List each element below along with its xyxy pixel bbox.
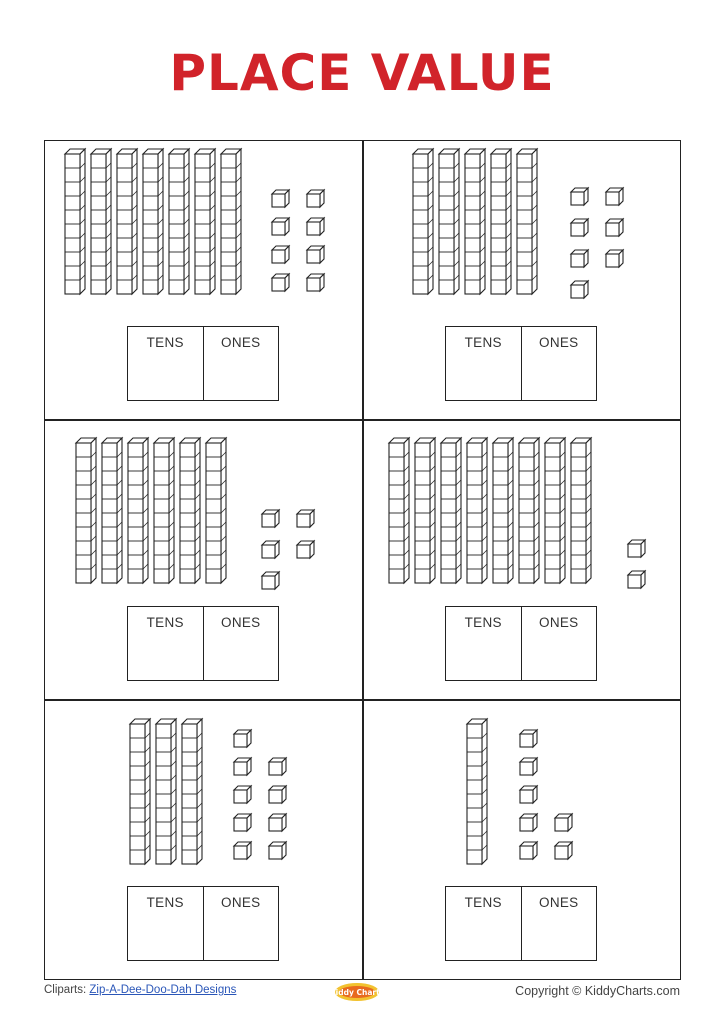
ones-label: ONES: [221, 895, 261, 910]
unit-cube: [571, 250, 588, 267]
place-value-table[interactable]: [445, 606, 597, 681]
unit-cube: [520, 730, 537, 747]
unit-cube: [297, 541, 314, 558]
ones-label: ONES: [221, 335, 261, 350]
place-value-table[interactable]: [127, 606, 279, 681]
tens-rod: [439, 149, 459, 294]
tens-rod: [91, 149, 111, 294]
ones-label: ONES: [539, 895, 579, 910]
tens-rod: [65, 149, 85, 294]
tens-rod: [102, 438, 122, 583]
tens-rod: [195, 149, 215, 294]
credits-link[interactable]: Zip-A-Dee-Doo-Dah Designs: [89, 984, 237, 996]
ones-column[interactable]: [203, 887, 279, 960]
unit-cube: [606, 219, 623, 236]
tens-label: TENS: [464, 335, 502, 350]
ones-label: ONES: [539, 335, 579, 350]
tens-label: TENS: [146, 895, 184, 910]
tens-column[interactable]: [128, 887, 203, 960]
unit-cube: [571, 219, 588, 236]
tens-rod: [389, 438, 409, 583]
tens-label: TENS: [464, 895, 502, 910]
place-value-table[interactable]: [445, 886, 597, 961]
ones-column[interactable]: [203, 327, 279, 400]
tens-rod: [441, 438, 461, 583]
problem-cell-2: [363, 140, 681, 419]
unit-cube: [234, 758, 251, 775]
unit-cube: [234, 730, 251, 747]
unit-cube: [234, 786, 251, 803]
unit-cube: [606, 188, 623, 205]
tens-column[interactable]: [446, 887, 521, 960]
problem-cell-6: [363, 700, 681, 979]
place-value-table[interactable]: [127, 326, 279, 401]
unit-cube: [262, 572, 279, 589]
ones-label: ONES: [539, 615, 579, 630]
tens-rod: [128, 438, 148, 583]
tens-rod: [465, 149, 485, 294]
tens-rod: [221, 149, 241, 294]
tens-rod: [517, 149, 537, 294]
unit-cube: [262, 510, 279, 527]
unit-cube: [269, 814, 286, 831]
unit-cube: [272, 246, 289, 263]
tens-column[interactable]: [128, 607, 203, 680]
unit-cube: [307, 190, 324, 207]
tens-rod: [154, 438, 174, 583]
ones-label: ONES: [221, 615, 261, 630]
tens-column[interactable]: [446, 607, 521, 680]
unit-cube: [520, 814, 537, 831]
tens-rod: [571, 438, 591, 583]
unit-cube: [307, 274, 324, 291]
unit-cube: [269, 842, 286, 859]
tens-rod: [182, 719, 202, 864]
unit-cube: [272, 218, 289, 235]
tens-label: TENS: [464, 615, 502, 630]
page-title: PLACE VALUE: [169, 44, 555, 102]
unit-cube: [234, 842, 251, 859]
tens-rod: [413, 149, 433, 294]
unit-cube: [262, 541, 279, 558]
tens-column[interactable]: [128, 327, 203, 400]
tens-rod: [415, 438, 435, 583]
unit-cube: [571, 281, 588, 298]
tens-rod: [467, 438, 487, 583]
unit-cube: [269, 758, 286, 775]
credits: [44, 984, 236, 996]
unit-cube: [234, 814, 251, 831]
kiddycharts-logo: [329, 982, 385, 1002]
unit-cube: [555, 842, 572, 859]
unit-cube: [297, 510, 314, 527]
tens-rod: [206, 438, 226, 583]
unit-cube: [520, 786, 537, 803]
ones-column[interactable]: [521, 887, 597, 960]
tens-rod: [156, 719, 176, 864]
problem-cell-3: [44, 420, 362, 699]
place-value-table[interactable]: [127, 886, 279, 961]
ones-column[interactable]: [203, 607, 279, 680]
tens-rod: [130, 719, 150, 864]
problem-cell-4: [363, 420, 681, 699]
copyright: Copyright © KiddyCharts.com: [515, 984, 680, 998]
logo-text: Kiddy Charts: [329, 988, 385, 997]
tens-label: TENS: [146, 335, 184, 350]
tens-rod: [143, 149, 163, 294]
tens-rod: [491, 149, 511, 294]
tens-rod: [117, 149, 137, 294]
tens-rod: [467, 719, 487, 864]
unit-cube: [571, 188, 588, 205]
tens-rod: [493, 438, 513, 583]
tens-rod: [180, 438, 200, 583]
credits-prefix: Cliparts:: [44, 984, 87, 996]
problem-cell-1: [44, 140, 362, 419]
problem-cell-5: [44, 700, 362, 979]
unit-cube: [555, 814, 572, 831]
tens-rod: [545, 438, 565, 583]
unit-cube: [269, 786, 286, 803]
tens-rod: [519, 438, 539, 583]
tens-rod: [76, 438, 96, 583]
place-value-table[interactable]: [445, 326, 597, 401]
unit-cube: [628, 571, 645, 588]
unit-cube: [628, 540, 645, 557]
unit-cube: [307, 246, 324, 263]
ones-column[interactable]: [521, 607, 597, 680]
unit-cube: [606, 250, 623, 267]
unit-cube: [272, 274, 289, 291]
ones-column[interactable]: [521, 327, 597, 400]
tens-rod: [169, 149, 189, 294]
unit-cube: [520, 842, 537, 859]
tens-column[interactable]: [446, 327, 521, 400]
unit-cube: [520, 758, 537, 775]
tens-label: TENS: [146, 615, 184, 630]
unit-cube: [307, 218, 324, 235]
unit-cube: [272, 190, 289, 207]
